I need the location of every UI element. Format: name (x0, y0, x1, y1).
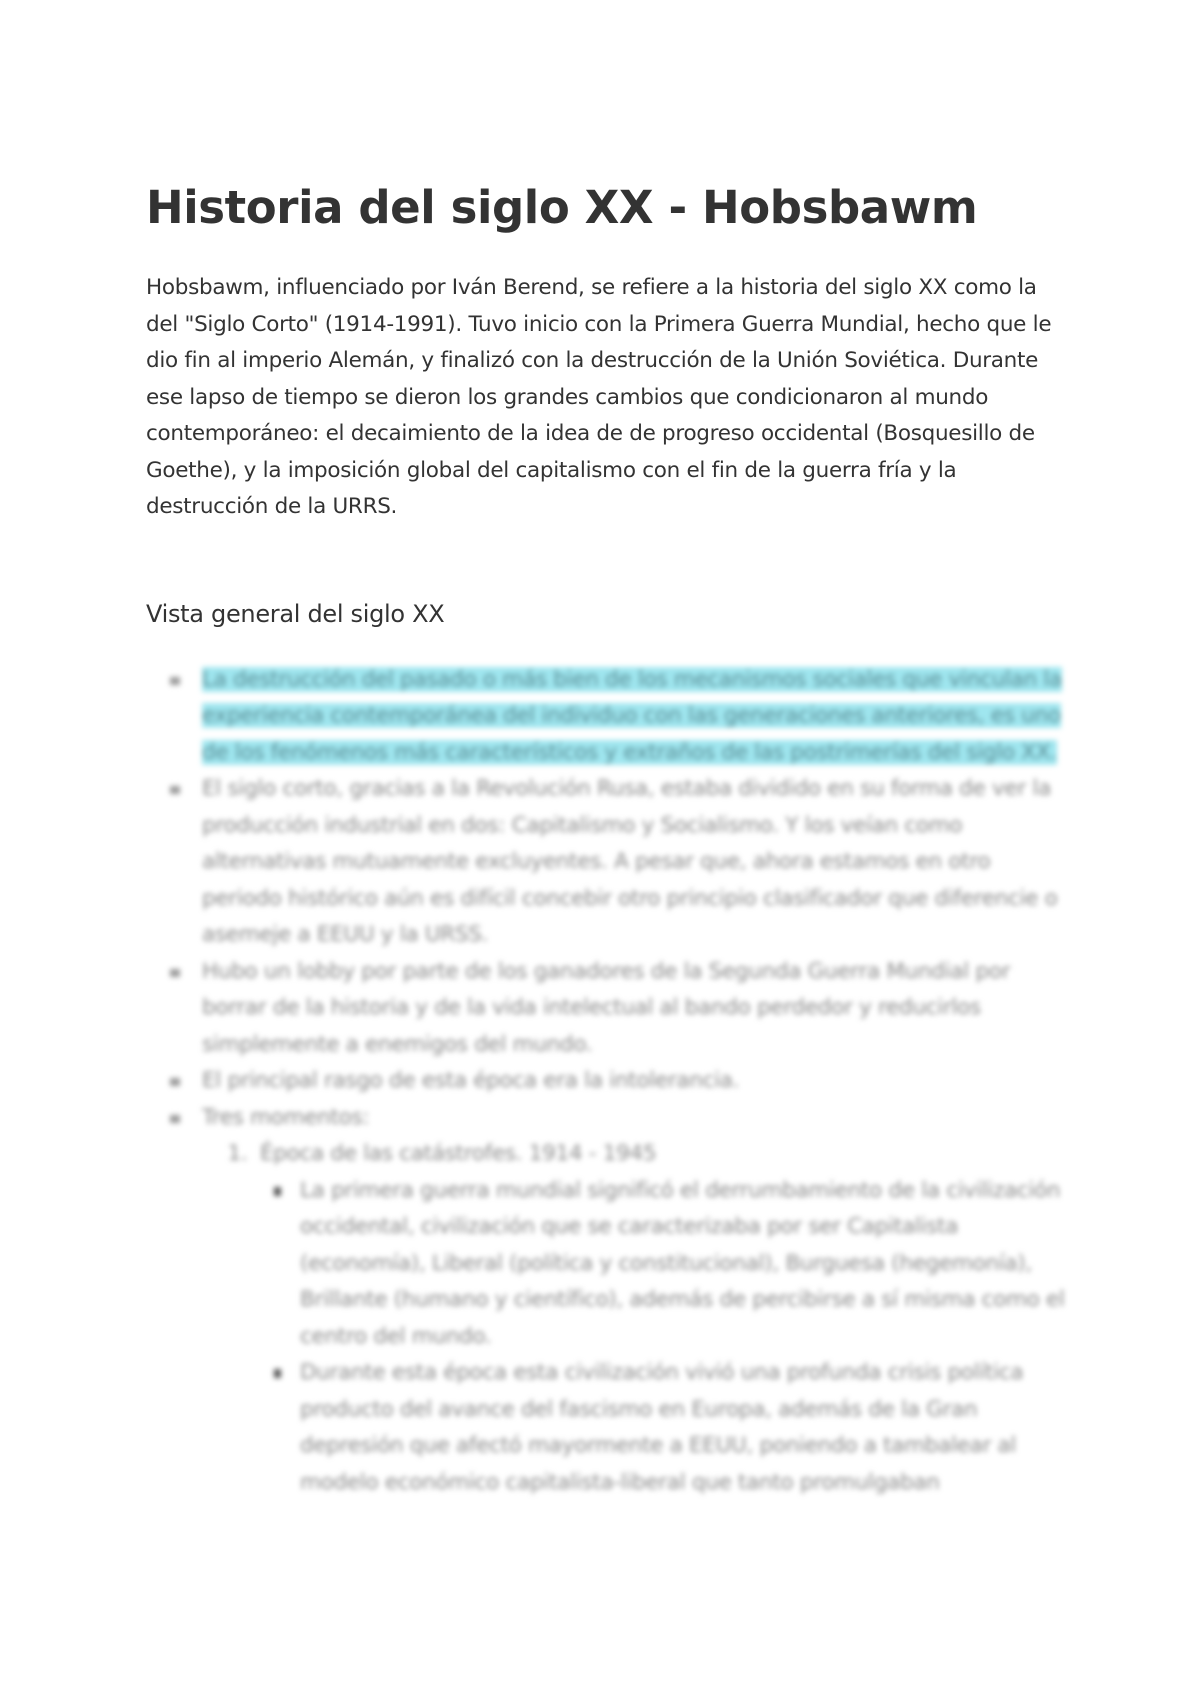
list-item: El siglo corto, gracias a la Revolución Rusa, estaba dividido en su forma de ver la producción industrial en dos: Capitalismo y Socialismo. Y los veían como alternativas mutuamente excluyentes. A pesar que, ahora estamos en otro periodo histórico aún es difícil concebir otro principio clasificador que diferencie o asemeje a EEUU y la URSS. (202, 771, 1066, 954)
list-item: El principal rasgo de esta época era la intolerancia. (202, 1063, 1066, 1100)
document-page (146, 178, 1066, 1501)
overview-list (146, 662, 1066, 1502)
highlighted-text: La destrucción del pasado o más bien de los mecanismos sociales que vinculan la experiencia contemporánea del individuo con las generaciones anteriores, es uno de los fenómenos más característicos y extraños de las postrimerías del siglo XX. (202, 666, 1062, 765)
page-title: Historia del siglo XX - Hobsbawm (146, 181, 978, 234)
list-item-label: Tres momentos: (202, 1104, 370, 1130)
period-points (260, 1173, 1066, 1502)
period-point: La primera guerra mundial significó el derrumbamiento de la civilización occidental, civilización que se caracterizaba por ser Capitalista (economía), Liberal (política y constitucional), Burguesa (hegemonía), Brillante (humano y científico), además de percibirse a sí misma como el centro del mundo. (300, 1173, 1066, 1356)
list-item: Hubo un lobby por parte de los ganadores de la Segunda Guerra Mundial por borrar de la historia y de la vida intelectual al bando perdedor y reducirlos simplemente a enemigos del mundo. (202, 954, 1066, 1064)
periods-list (202, 1136, 1066, 1501)
list-item (202, 662, 1066, 772)
list-item (202, 1100, 1066, 1502)
intro-paragraph: Hobsbawm, influenciado por Iván Berend, se refiere a la historia del siglo XX como la del "Siglo Corto" (1914-1991). Tuvo inicio con la Primera Guerra Mundial, hecho que le dio fin al imperio Alemán, y finalizó con la destrucción de la Unión Soviética. Durante ese lapso de tiempo se dieron los grandes cambios que condicionaron al mundo contemporáneo: el decaimiento de la idea de de progreso occidental (Bosquesillo de Goethe), y la imposición global del capitalismo con el fin de la guerra fría y la destrucción de la URRS. (146, 275, 1052, 519)
period-label: Época de las catástrofes. 1914 - 1945 (260, 1141, 657, 1166)
period-item (254, 1136, 1066, 1501)
period-point: Durante esta época esta civilización vivió una profunda crisis política producto del avance del fascismo en Europa, además de la Gran depresión que afectó mayormente a EEUU, poniendo a tambalear al modelo económico capitalista-liberal que tanto promulgaban (300, 1355, 1066, 1501)
section-heading: Vista general del siglo XX (146, 599, 445, 628)
